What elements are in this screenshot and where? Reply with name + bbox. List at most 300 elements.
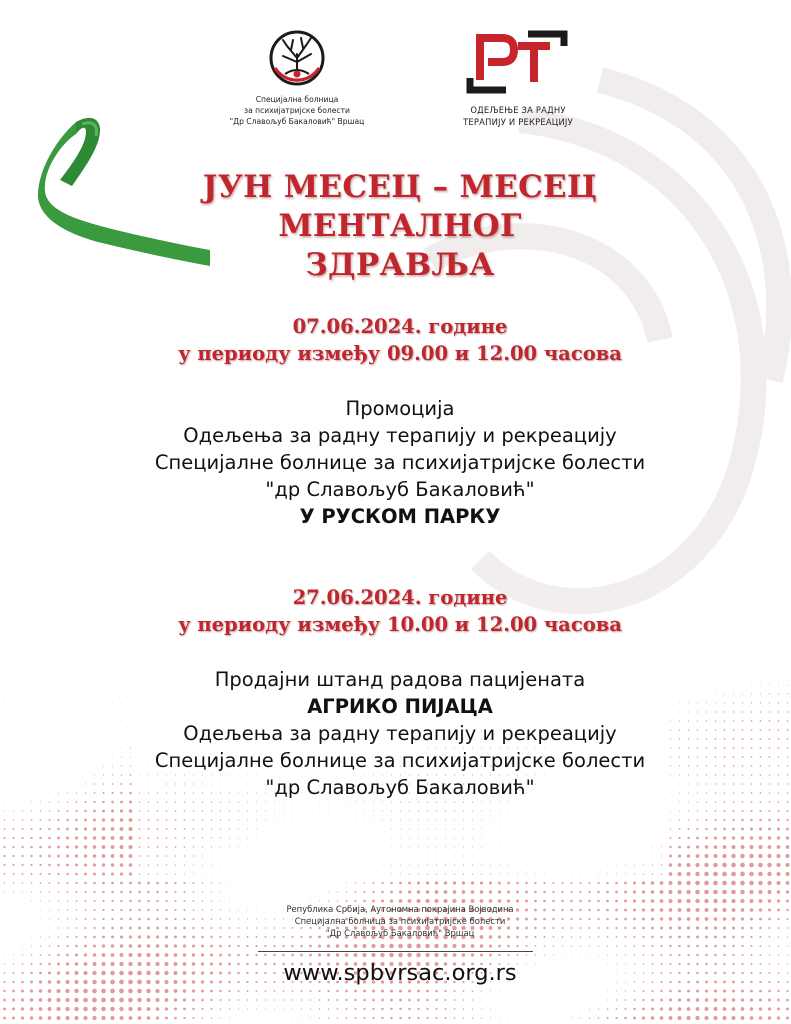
- halftone-dot: [767, 863, 771, 867]
- halftone-dot: [625, 990, 626, 991]
- halftone-dot: [391, 847, 392, 848]
- halftone-dot: [607, 1017, 609, 1019]
- halftone-dot: [786, 900, 789, 903]
- halftone-dot: [633, 927, 635, 929]
- halftone-dot: [119, 971, 124, 976]
- halftone-dot: [346, 900, 348, 902]
- halftone-dot: [4, 963, 5, 964]
- halftone-dot: [552, 891, 554, 893]
- halftone-dot: [706, 774, 707, 775]
- halftone-dot: [147, 882, 150, 885]
- halftone-dot: [373, 802, 374, 803]
- halftone-dot: [742, 711, 744, 713]
- halftone-dot: [751, 693, 752, 694]
- halftone-dot: [786, 890, 789, 893]
- halftone-dot: [714, 963, 716, 965]
- halftone-dot: [787, 765, 788, 766]
- halftone-dot: [642, 936, 644, 938]
- halftone-dot: [778, 954, 779, 955]
- halftone-dot: [229, 847, 230, 848]
- halftone-dot: [40, 928, 41, 929]
- halftone-dot: [661, 855, 662, 856]
- halftone-dot: [265, 990, 267, 992]
- halftone-dot: [472, 847, 473, 848]
- halftone-dot: [265, 1009, 266, 1010]
- halftone-dot: [156, 882, 159, 885]
- halftone-dot: [436, 801, 437, 802]
- halftone-dot: [778, 720, 780, 722]
- halftone-dot: [452, 944, 456, 948]
- halftone-dot: [220, 900, 221, 901]
- halftone-dot: [40, 810, 41, 811]
- halftone-dot: [120, 854, 124, 858]
- halftone-dot: [740, 854, 744, 858]
- halftone-dot: [184, 900, 186, 902]
- halftone-dot: [443, 944, 447, 948]
- halftone-dot: [111, 900, 113, 902]
- halftone-dot: [119, 1016, 123, 1020]
- halftone-dot: [66, 873, 68, 875]
- halftone-dot: [660, 927, 663, 930]
- halftone-dot: [346, 1017, 348, 1019]
- halftone-dot: [301, 802, 302, 803]
- halftone-dot: [786, 909, 788, 911]
- halftone-dot: [75, 864, 78, 867]
- halftone-dot: [256, 999, 257, 1000]
- halftone-dot: [57, 1016, 61, 1020]
- halftone-dot: [310, 901, 311, 902]
- halftone-dot: [165, 935, 168, 938]
- halftone-dot: [337, 883, 338, 884]
- halftone-dot: [695, 890, 700, 895]
- halftone-dot: [328, 1017, 329, 1018]
- halftone-dot: [624, 918, 627, 921]
- halftone-dot: [787, 783, 788, 784]
- halftone-dot: [139, 855, 141, 857]
- halftone-dot: [723, 828, 726, 831]
- halftone-dot: [768, 990, 771, 993]
- halftone-dot: [138, 953, 142, 957]
- halftone-dot: [417, 881, 420, 884]
- halftone-dot: [732, 963, 734, 965]
- halftone-dot: [588, 882, 590, 884]
- halftone-dot: [238, 838, 239, 839]
- halftone-dot: [678, 963, 680, 965]
- halftone-dot: [534, 900, 537, 903]
- halftone-dot: [724, 756, 726, 758]
- halftone-dot: [174, 998, 177, 1001]
- halftone-dot: [48, 980, 51, 983]
- halftone-dot: [499, 991, 500, 992]
- halftone-dot: [67, 909, 68, 910]
- halftone-dot: [733, 747, 735, 749]
- halftone-dot: [472, 855, 473, 856]
- halftone-dot: [148, 873, 149, 874]
- halftone-dot: [274, 990, 276, 992]
- halftone-dot: [256, 801, 257, 802]
- halftone-dot: [634, 954, 635, 955]
- halftone-dot: [102, 845, 106, 849]
- halftone-dot: [57, 855, 60, 858]
- halftone-dot: [705, 954, 707, 956]
- halftone-dot: [56, 1007, 60, 1011]
- halftone-dot: [444, 890, 448, 894]
- website-link[interactable]: www.spbvrsac.org.rs: [283, 960, 517, 986]
- halftone-dot: [751, 720, 753, 722]
- halftone-dot: [760, 945, 762, 947]
- halftone-dot: [389, 944, 394, 949]
- halftone-dot: [749, 890, 753, 894]
- halftone-dot: [481, 873, 482, 874]
- halftone-dot: [778, 702, 779, 703]
- halftone-dot: [93, 801, 95, 803]
- halftone-dot: [337, 1017, 339, 1019]
- halftone-dot: [670, 828, 671, 829]
- halftone-dot: [778, 729, 780, 731]
- halftone-dot: [571, 874, 572, 875]
- halftone-dot: [265, 829, 266, 830]
- halftone-dot: [22, 819, 24, 821]
- halftone-dot: [705, 945, 708, 948]
- halftone-dot: [265, 802, 266, 803]
- halftone-dot: [418, 838, 419, 839]
- halftone-dot: [741, 1007, 745, 1011]
- halftone-dot: [759, 1016, 763, 1020]
- halftone-dot: [31, 810, 32, 811]
- halftone-dot: [58, 945, 60, 947]
- halftone-dot: [48, 855, 51, 858]
- halftone-dot: [67, 927, 69, 929]
- halftone-dot: [731, 1016, 735, 1020]
- halftone-dot: [391, 829, 392, 830]
- halftone-dot: [57, 954, 59, 956]
- halftone-dot: [723, 845, 727, 849]
- halftone-dot: [382, 829, 383, 830]
- halftone-dot: [408, 890, 411, 893]
- halftone-dot: [751, 774, 753, 776]
- halftone-dot: [381, 1017, 383, 1019]
- halftone-dot: [508, 856, 509, 857]
- halftone-dot: [742, 693, 743, 694]
- halftone-dot: [210, 936, 212, 938]
- halftone-dot: [21, 981, 24, 984]
- halftone-dot: [669, 945, 671, 947]
- halftone-dot: [92, 971, 96, 975]
- halftone-dot: [661, 847, 662, 848]
- halftone-dot: [4, 873, 6, 875]
- halftone-dot: [4, 972, 6, 974]
- halftone-dot: [102, 953, 106, 957]
- halftone-dot: [157, 837, 159, 839]
- halftone-dot: [750, 810, 752, 812]
- halftone-dot: [733, 774, 735, 776]
- halftone-dot: [220, 1008, 222, 1010]
- halftone-dot: [409, 810, 410, 811]
- halftone-dot: [66, 980, 70, 984]
- halftone-dot: [633, 936, 635, 938]
- halftone-dot: [229, 883, 230, 884]
- halftone-dot: [696, 963, 698, 965]
- halftone-dot: [156, 918, 159, 921]
- halftone-dot: [128, 980, 133, 985]
- halftone-dot: [498, 945, 501, 948]
- halftone-dot: [490, 811, 491, 812]
- halftone-dot: [769, 792, 771, 794]
- rt-caption-line: ТЕРАПИЈУ И РЕКРЕАЦИЈУ: [463, 117, 573, 127]
- halftone-dot: [139, 828, 141, 830]
- halftone-dot: [787, 972, 789, 974]
- halftone-dot: [3, 990, 5, 992]
- halftone-dot: [129, 909, 131, 911]
- halftone-dot: [49, 810, 51, 812]
- halftone-dot: [57, 864, 60, 867]
- halftone-dot: [758, 854, 762, 858]
- halftone-dot: [751, 756, 753, 758]
- halftone-dot: [760, 738, 762, 740]
- halftone-dot: [731, 890, 736, 895]
- halftone-dot: [202, 900, 203, 901]
- halftone-dot: [687, 1007, 691, 1011]
- halftone-dot: [435, 1017, 437, 1019]
- halftone-dot: [102, 891, 104, 893]
- halftone-dot: [625, 865, 626, 866]
- halftone-dot: [355, 1017, 357, 1019]
- halftone-dot: [355, 891, 357, 893]
- halftone-dot: [661, 873, 663, 875]
- halftone-dot: [741, 845, 745, 849]
- halftone-dot: [732, 981, 735, 984]
- halftone-dot: [598, 945, 599, 946]
- halftone-dot: [129, 827, 133, 831]
- halftone-dot: [722, 854, 726, 858]
- halftone-dot: [535, 874, 536, 875]
- halftone-dot: [319, 1008, 320, 1009]
- halftone-dot: [715, 720, 717, 722]
- halftone-dot: [328, 892, 329, 893]
- halftone-dot: [30, 837, 32, 839]
- halftone-dot: [155, 989, 159, 993]
- halftone-dot: [22, 891, 23, 892]
- halftone-dot: [507, 882, 510, 885]
- halftone-dot: [48, 846, 51, 849]
- halftone-dot: [444, 881, 447, 884]
- halftone-dot: [516, 882, 519, 885]
- halftone-dot: [776, 863, 780, 867]
- halftone-dot: [742, 720, 744, 722]
- halftone-dot: [661, 963, 663, 965]
- halftone-dot: [732, 972, 734, 974]
- event2-date: 27.06.2024. године: [292, 586, 508, 609]
- halftone-dot: [669, 936, 672, 939]
- halftone-dot: [4, 828, 6, 830]
- halftone-dot: [364, 811, 365, 812]
- halftone-dot: [49, 910, 50, 911]
- halftone-dot: [616, 964, 617, 965]
- halftone-dot: [715, 756, 717, 758]
- halftone-dot: [760, 774, 762, 776]
- halftone-dot: [21, 998, 24, 1001]
- halftone-dot: [129, 900, 131, 902]
- halftone-dot: [588, 891, 590, 893]
- halftone-dot: [110, 1007, 114, 1011]
- halftone-dot: [445, 855, 446, 856]
- halftone-dot: [741, 819, 743, 821]
- halftone-dot: [714, 954, 716, 956]
- halftone-dot: [678, 998, 681, 1001]
- halftone-dot: [724, 747, 726, 749]
- halftone-dot: [733, 702, 734, 703]
- halftone-dot: [418, 819, 419, 820]
- halftone-dot: [48, 864, 50, 866]
- halftone-dot: [562, 882, 564, 884]
- halftone-dot: [696, 828, 698, 830]
- halftone-dot: [741, 972, 743, 974]
- hospital-logo: [222, 28, 372, 127]
- halftone-dot: [706, 810, 708, 812]
- halftone-dot: [30, 1016, 33, 1019]
- halftone-dot: [742, 792, 744, 794]
- halftone-dot: [490, 1009, 491, 1010]
- halftone-dot: [147, 927, 150, 930]
- halftone-dot: [589, 955, 590, 956]
- halftone-dot: [571, 945, 572, 946]
- halftone-dot: [760, 702, 761, 703]
- halftone-dot: [750, 972, 752, 974]
- halftone-dot: [166, 846, 168, 848]
- halftone-dot: [148, 801, 149, 802]
- halftone-dot: [58, 882, 60, 884]
- halftone-dot: [66, 864, 69, 867]
- halftone-dot: [760, 765, 762, 767]
- halftone-dot: [634, 999, 636, 1001]
- halftone-dot: [758, 890, 762, 894]
- halftone-dot: [238, 1008, 239, 1009]
- halftone-dot: [337, 1008, 339, 1010]
- halftone-dot: [705, 989, 708, 992]
- halftone-dot: [678, 990, 681, 993]
- halftone-dot: [147, 918, 150, 921]
- halftone-dot: [786, 999, 789, 1002]
- halftone-dot: [354, 944, 358, 948]
- halftone-dot: [210, 954, 213, 957]
- halftone-dot: [31, 954, 33, 956]
- halftone-dot: [714, 981, 717, 984]
- halftone-dot: [651, 999, 654, 1002]
- halftone-dot: [714, 926, 717, 929]
- hospital-caption-line: Специјална болница: [255, 95, 339, 104]
- halftone-dot: [283, 990, 285, 992]
- halftone-dot: [93, 900, 95, 902]
- halftone-dot: [462, 944, 466, 948]
- halftone-dot: [741, 1016, 745, 1020]
- halftone-dot: [445, 1017, 447, 1019]
- halftone-dot: [256, 838, 257, 839]
- halftone-dot: [156, 944, 160, 948]
- halftone-dot: [211, 819, 212, 820]
- halftone-dot: [651, 899, 655, 903]
- halftone-dot: [354, 999, 356, 1001]
- halftone-dot: [174, 962, 178, 966]
- halftone-dot: [183, 944, 186, 947]
- halftone-dot: [399, 890, 402, 893]
- halftone-dot: [13, 955, 14, 956]
- halftone-dot: [768, 1007, 771, 1010]
- halftone-dot: [292, 811, 293, 812]
- halftone-dot: [58, 936, 60, 938]
- halftone-dot: [453, 990, 455, 992]
- halftone-dot: [418, 810, 419, 811]
- halftone-dot: [3, 837, 5, 839]
- halftone-dot: [49, 927, 50, 928]
- halftone-dot: [355, 802, 356, 803]
- halftone-dot: [463, 829, 464, 830]
- halftone-dot: [706, 747, 708, 749]
- halftone-dot: [489, 890, 492, 893]
- halftone-dot: [786, 819, 788, 821]
- halftone-dot: [391, 874, 392, 875]
- halftone-dot: [94, 909, 96, 911]
- halftone-dot: [697, 819, 699, 821]
- halftone-dot: [760, 729, 762, 731]
- halftone-dot: [436, 828, 437, 829]
- halftone-dot: [760, 747, 762, 749]
- halftone-dot: [165, 918, 167, 920]
- halftone-dot: [201, 990, 204, 993]
- halftone-dot: [292, 990, 294, 992]
- halftone-dot: [102, 836, 106, 840]
- halftone-dot: [472, 820, 473, 821]
- halftone-dot: [202, 828, 204, 830]
- halftone-dot: [137, 998, 141, 1002]
- halftone-dot: [598, 936, 600, 938]
- halftone-dot: [84, 810, 86, 812]
- halftone-dot: [83, 989, 88, 994]
- halftone-dot: [48, 1016, 52, 1020]
- halftone-dot: [696, 845, 699, 848]
- halftone-dot: [715, 711, 716, 712]
- halftone-dot: [742, 738, 744, 740]
- halftone-dot: [129, 927, 132, 930]
- halftone-dot: [391, 865, 392, 866]
- halftone-dot: [201, 971, 204, 974]
- halftone-dot: [120, 909, 122, 911]
- halftone-dot: [3, 1017, 6, 1020]
- halftone-dot: [678, 854, 681, 857]
- halftone-dot: [210, 990, 213, 993]
- halftone-dot: [607, 945, 608, 946]
- halftone-dot: [723, 998, 726, 1001]
- halftone-dot: [786, 881, 790, 885]
- halftone-dot: [139, 801, 140, 802]
- halftone-dot: [472, 1008, 473, 1009]
- halftone-dot: [706, 756, 708, 758]
- halftone-dot: [760, 711, 762, 713]
- halftone-dot: [372, 999, 375, 1002]
- halftone-dot: [202, 846, 203, 847]
- halftone-dot: [220, 819, 221, 820]
- halftone-dot: [678, 954, 680, 956]
- halftone-dot: [434, 944, 439, 949]
- halftone-dot: [58, 801, 59, 802]
- halftone-dot: [147, 944, 151, 948]
- halftone-dot: [715, 810, 717, 812]
- halftone-dot: [364, 882, 366, 884]
- halftone-dot: [740, 890, 744, 894]
- halftone-dot: [83, 1007, 87, 1011]
- halftone-dot: [651, 927, 654, 930]
- halftone-dot: [778, 783, 779, 784]
- halftone-dot: [363, 999, 365, 1001]
